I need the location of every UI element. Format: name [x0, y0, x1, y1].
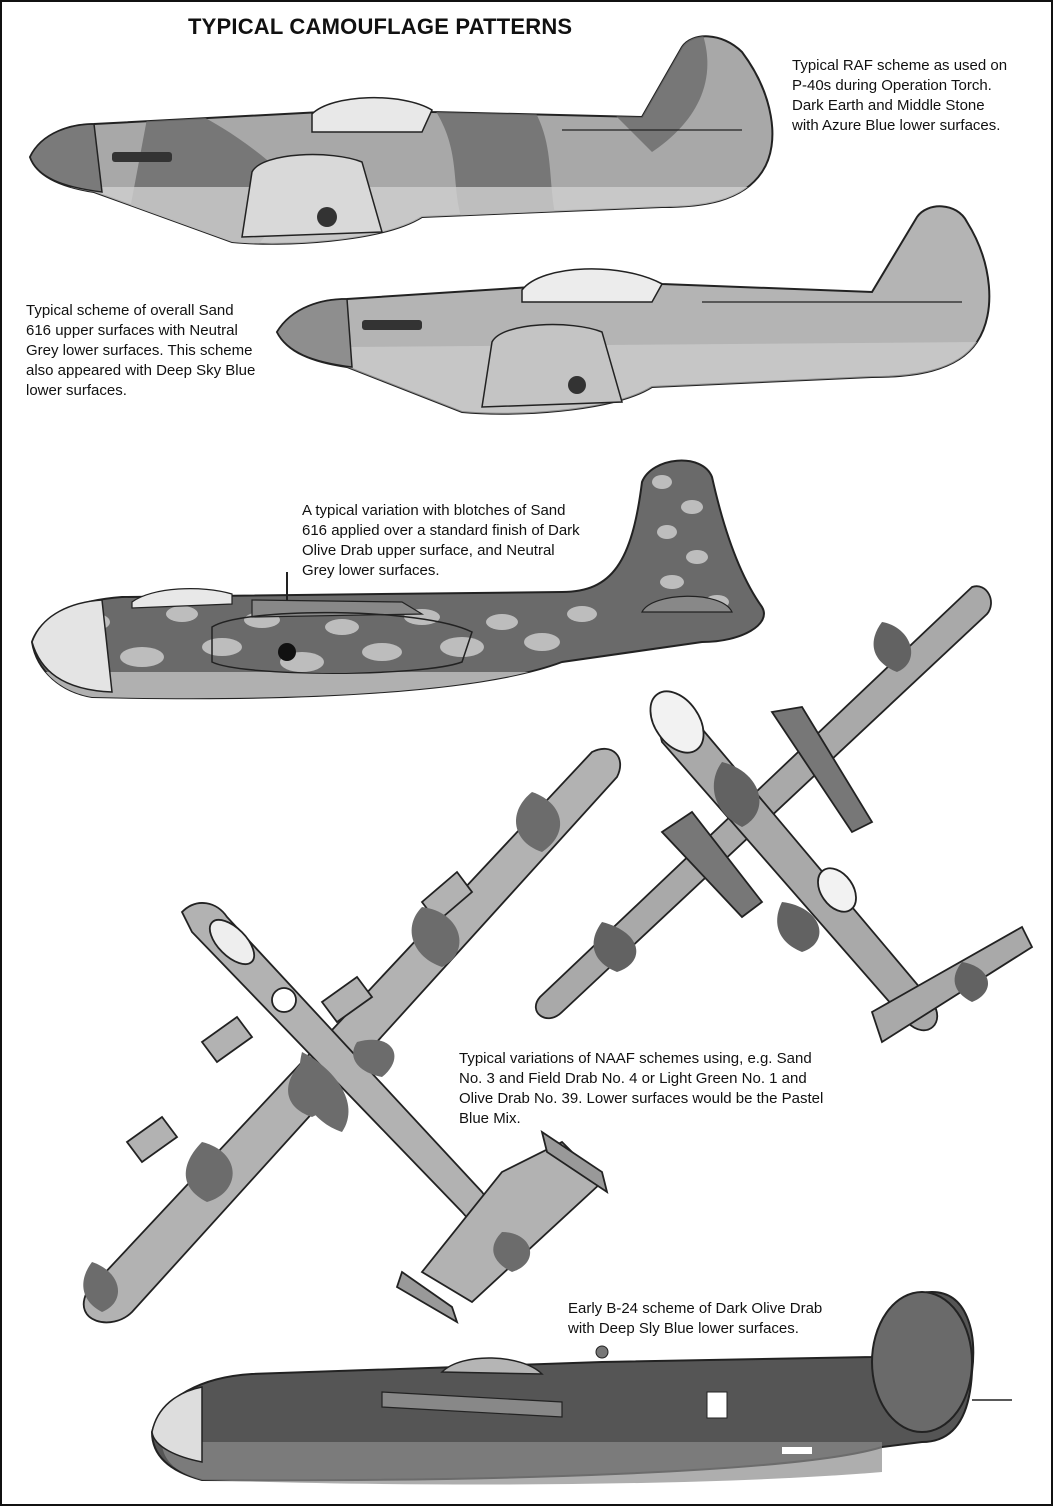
caption-early-b24	[568, 1299, 822, 1339]
caption-line: P-40s during Operation Torch.	[792, 77, 992, 94]
p40-sand-side-view	[277, 206, 989, 413]
caption-line: Typical RAF scheme as used on	[792, 57, 1008, 74]
caption-blotches	[302, 501, 580, 581]
caption-naaf	[459, 1049, 823, 1129]
caption-sand-616	[26, 301, 255, 401]
p40-raf-side-view	[2, 32, 802, 267]
b24-top-view	[83, 749, 620, 1323]
caption-line: 616 upper surfaces with Neutral	[26, 322, 238, 339]
caption-line: Blue Mix.	[459, 1110, 521, 1127]
caption-line: with Deep Sly Blue lower surfaces.	[568, 1320, 799, 1337]
caption-line: Dark Earth and Middle Stone	[792, 97, 985, 114]
caption-line: Grey lower surfaces. This scheme	[26, 342, 253, 359]
caption-line: also appeared with Deep Sky Blue	[26, 362, 256, 379]
caption-line: Grey lower surfaces.	[302, 562, 440, 579]
illustrations-canvas	[2, 2, 1051, 1504]
caption-line: 616 applied over a standard finish of Dark	[302, 522, 580, 539]
caption-line: with Azure Blue lower surfaces.	[792, 117, 1001, 134]
caption-line: lower surfaces.	[26, 382, 127, 399]
page-title: TYPICAL CAMOUFLAGE PATTERNS	[188, 14, 573, 39]
caption-line: A typical variation with blotches of Sand	[302, 502, 566, 519]
caption-line: No. 3 and Field Drab No. 4 or Light Green No. 1 and	[459, 1070, 807, 1087]
caption-raf-torch	[792, 56, 1007, 136]
caption-line: Early B-24 scheme of Dark Olive Drab	[568, 1300, 823, 1317]
caption-line: Typical scheme of overall Sand	[26, 302, 234, 319]
caption-line: Typical variations of NAAF schemes using, e.g. Sand	[459, 1050, 812, 1067]
a20-blotch-side-view	[2, 461, 802, 712]
caption-line: Olive Drab No. 39. Lower surfaces would be the Pastel	[459, 1090, 824, 1107]
caption-line: Olive Drab upper surface, and Neutral	[302, 542, 555, 559]
